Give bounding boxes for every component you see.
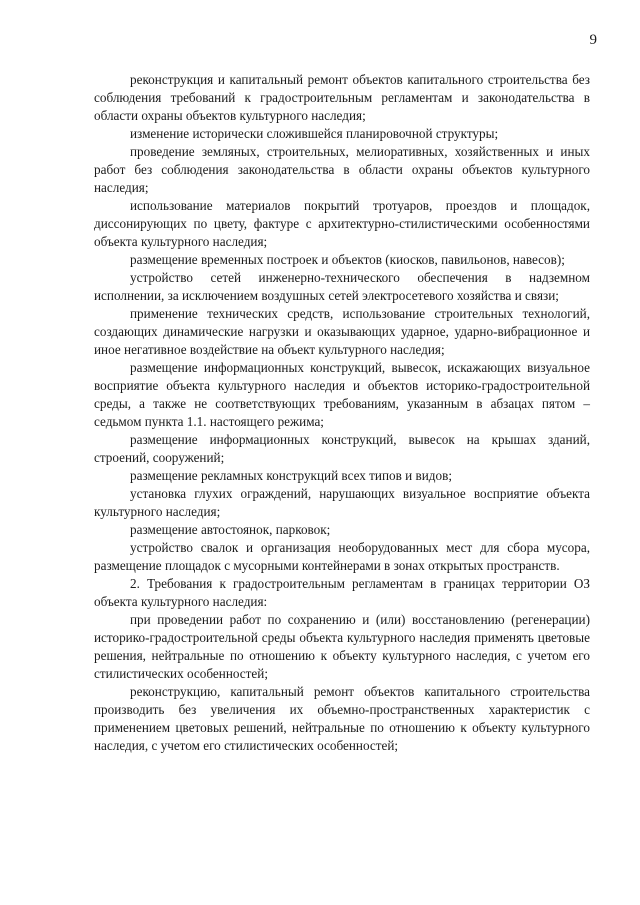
paragraph: установка глухих ограждений, нарушающих визуальное восприятие объекта культурного наследия; bbox=[94, 486, 590, 519]
paragraph: размещение временных построек и объектов (киосков, павильонов, навесов); bbox=[130, 252, 565, 267]
paragraph: устройство свалок и организация необорудованных мест для сбора мусора, размещение площадок с мусорными контейнерами в зонах открытых пространств. bbox=[94, 540, 590, 573]
paragraph: реконструкция и капитальный ремонт объектов капитального строительства без соблюдения требований к градостроительным регламентам и законодательства в области охраны объектов культурного наследия; bbox=[94, 72, 590, 123]
paragraph: применение технических средств, использование строительных технологий, создающих динамические нагрузки и оказывающих ударное, ударно-вибрационное и иное негативное воздействие на объект культурного наследия; bbox=[94, 306, 590, 357]
paragraph: размещение информационных конструкций, вывесок, искажающих визуальное восприятие объекта культурного наследия и объектов историко-градостроительной среды, а также не соответствующих требованиям, указанным в абзацах пятом – седьмом пункта 1.1. настоящего режима; bbox=[94, 360, 590, 429]
numbered-paragraph: 2. Требования к градостроительным регламентам в границах территории ОЗ объекта культурного наследия: bbox=[94, 576, 590, 609]
paragraph: устройство сетей инженерно-технического обеспечения в надземном исполнении, за исключением воздушных сетей электросетевого хозяйства и связи; bbox=[94, 270, 590, 303]
paragraph: изменение исторически сложившейся планировочной структуры; bbox=[130, 126, 499, 141]
document-body bbox=[94, 71, 590, 755]
paragraph: размещение автостоянок, парковок; bbox=[130, 522, 331, 537]
paragraph: использование материалов покрытий тротуаров, проездов и площадок, диссонирующих по цвету, фактуре с архитектурно-стилистическими особенностями объекта культурного наследия; bbox=[94, 198, 590, 249]
paragraph: размещение рекламных конструкций всех типов и видов; bbox=[130, 468, 452, 483]
paragraph: при проведении работ по сохранению и (или) восстановлению (регенерации) историко-градостроительной среды объекта культурного наследия применять цветовые решения, нейтральные по отношению к объекту культурного наследия, с учетом его стилистических особенностей; bbox=[94, 612, 590, 681]
paragraph: проведение земляных, строительных, мелиоративных, хозяйственных и иных работ без соблюдения законодательства в области охраны объектов культурного наследия; bbox=[94, 144, 590, 195]
paragraph: реконструкцию, капитальный ремонт объектов капитального строительства производить без увеличения их объемно-пространственных характеристик с применением цветовых решений, нейтральные по отношению к объекту культурного наследия, с учетом его стилистических особенностей; bbox=[94, 684, 590, 753]
paragraph: размещение информационных конструкций, вывесок на крышах зданий, строений, сооружений; bbox=[94, 432, 590, 465]
page-number: 9 bbox=[589, 32, 597, 48]
